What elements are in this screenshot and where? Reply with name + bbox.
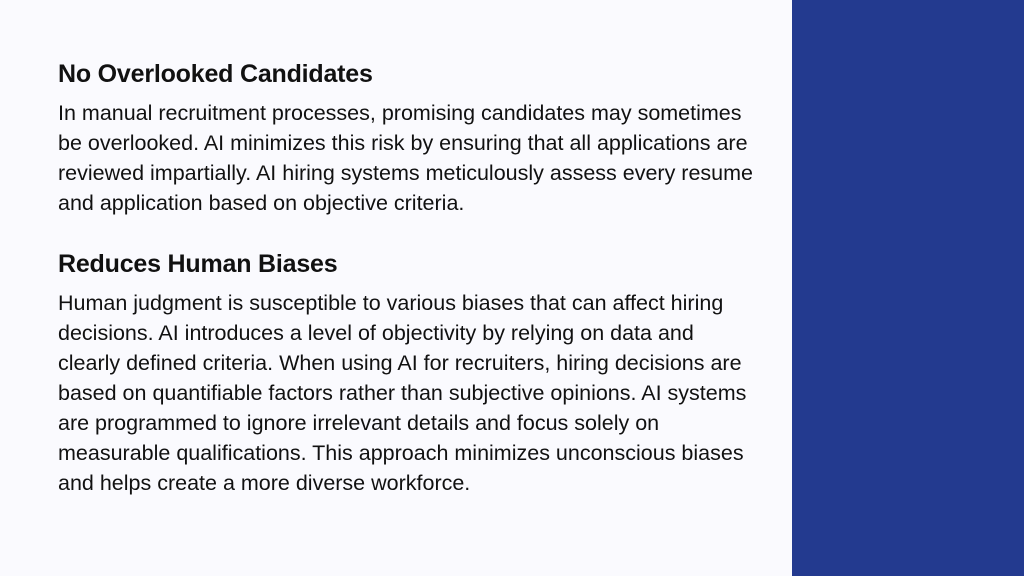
decorative-side-panel xyxy=(792,0,1024,576)
section-no-overlooked-candidates xyxy=(58,58,758,218)
section-reduces-human-biases xyxy=(58,248,758,498)
section-paragraph: In manual recruitment processes, promising candidates may sometimes be overlooked. AI minimizes this risk by ensuring that all applications are reviewed impartially. AI hiring systems meticulously assess every resume and application based on objective criteria. xyxy=(58,101,754,215)
section-heading: No Overlooked Candidates xyxy=(58,60,373,88)
section-heading: Reduces Human Biases xyxy=(58,250,338,278)
article-content xyxy=(58,58,758,498)
section-paragraph: Human judgment is susceptible to various biases that can affect hiring decisions. AI introduces a level of objectivity by relying on data and clearly defined criteria. When using AI for recruiters, hiring decisions are based on quantifiable factors rather than subjective opinions. AI systems are programmed to ignore irrelevant details and focus solely on measurable qualifications. This approach minimizes unconscious biases and helps create a more diverse workforce. xyxy=(58,291,747,495)
